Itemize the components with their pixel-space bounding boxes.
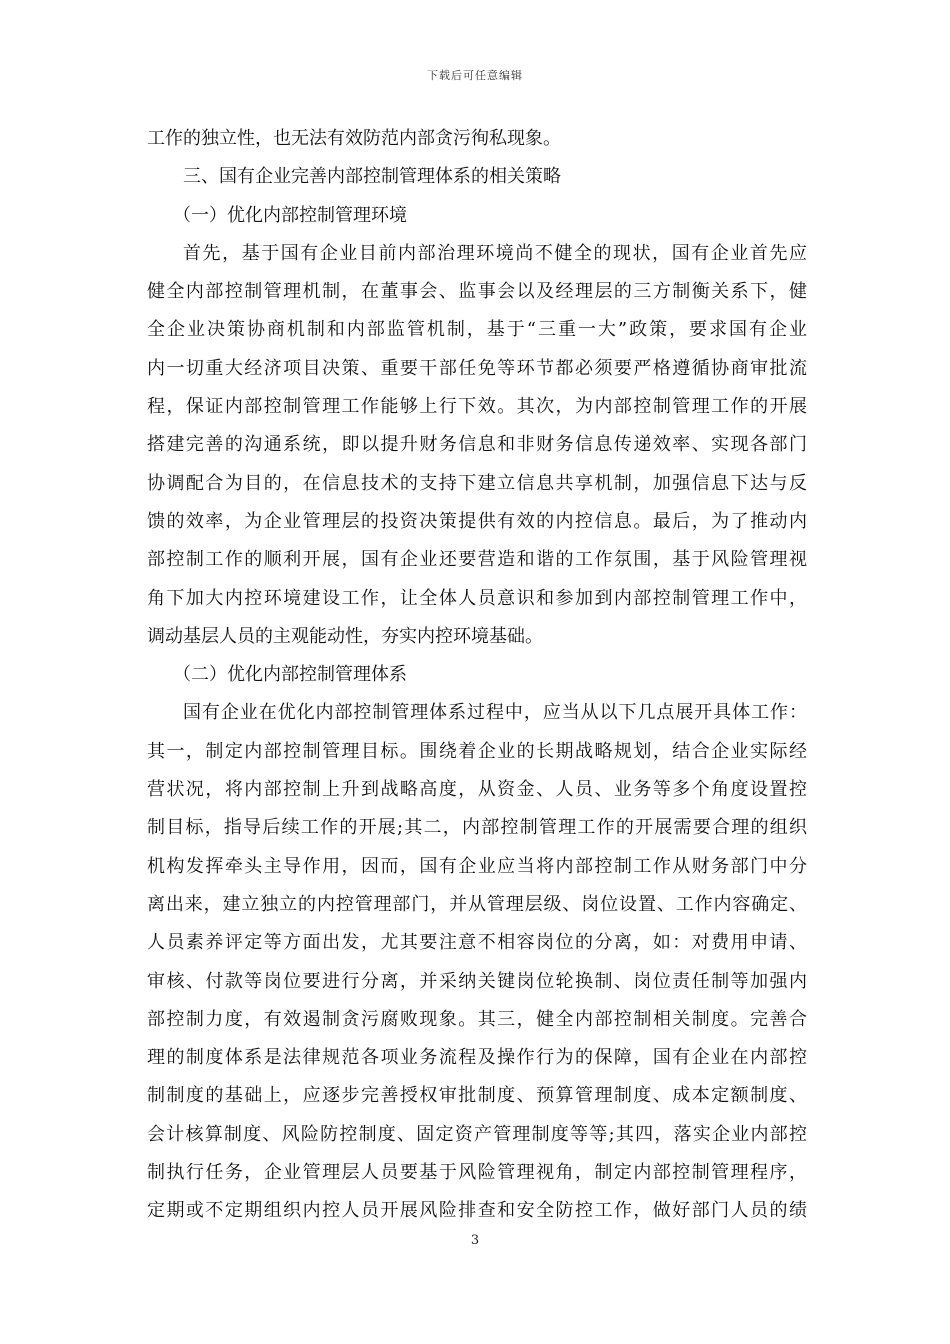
paragraph-line: 馈的效率，为企业管理层的投资决策提供有效的内控信息。最后，为了推动内: [147, 510, 807, 532]
paragraph-line: 工作的独立性，也无法有效防范内部贪污徇私现象。: [147, 128, 561, 149]
paragraph-line: 审核、付款等岗位要进行分离，并采纳关键岗位轮换制、岗位责任制等加强内: [147, 970, 807, 992]
paragraph-line: 全企业决策协商机制和内部监管机制，基于“三重一大”政策，要求国有企业: [147, 319, 807, 341]
paragraph-line: 制制度的基础上，应逐步完善授权审批制度、预算管理制度、成本定额制度、: [147, 1085, 807, 1107]
page-number: 3: [470, 1233, 480, 1248]
subsection-heading: （二）优化内部控制管理体系: [173, 664, 407, 686]
paragraph-line: 理的制度体系是法律规范各项业务流程及操作行为的保障，国有企业在内部控: [147, 1047, 807, 1069]
paragraph-line: 健全内部控制管理机制，在董事会、监事会以及经理层的三方制衡关系下，健: [147, 281, 807, 303]
paragraph-line: 其一，制定内部控制管理目标。围绕着企业的长期战略规划，结合企业实际经: [147, 740, 807, 762]
paragraph-line: 机构发挥牵头主导作用，因而，国有企业应当将内部控制工作从财务部门中分: [147, 855, 807, 877]
paragraph-line: 国有企业在优化内部控制管理体系过程中，应当从以下几点展开具体工作：: [183, 702, 807, 724]
paragraph-line: 首先，基于国有企业目前内部治理环境尚不健全的现状，国有企业首先应: [183, 242, 807, 264]
paragraph-line: 内一切重大经济项目决策、重要干部任免等环节都必须要严格遵循协商审批流: [147, 357, 807, 379]
paragraph-line: 部控制工作的顺利开展，国有企业还要营造和谐的工作氛围，基于风险管理视: [147, 549, 807, 571]
paragraph-line: 制目标，指导后续工作的开展;其二，内部控制管理工作的开展需要合理的组织: [147, 817, 807, 839]
paragraph-line: 搭建完善的沟通系统，即以提升财务信息和非财务信息传递效率、实现各部门: [147, 434, 807, 456]
paragraph-line: 营状况，将内部控制上升到战略高度，从资金、人员、业务等多个角度设置控: [147, 779, 807, 801]
paragraph-line: 协调配合为目的，在信息技术的支持下建立信息共享机制，加强信息下达与反: [147, 472, 807, 494]
document-body: [147, 120, 807, 1231]
paragraph-line: 定期或不定期组织内控人员开展风险排查和安全防控工作，做好部门人员的绩: [147, 1200, 807, 1222]
paragraph-line: 部控制力度，有效遏制贪污腐败现象。其三，健全内部控制相关制度。完善合: [147, 1008, 807, 1030]
paragraph-line: 调动基层人员的主观能动性，夯实内控环境基础。: [147, 625, 543, 647]
subsection-heading: （一）优化内部控制管理环境: [173, 204, 407, 226]
paragraph-line: 角下加大内控环境建设工作，让全体人员意识和参加到内部控制管理工作中，: [147, 587, 807, 609]
paragraph-line: 会计核算制度、风险防控制度、固定资产管理制度等等;其四，落实企业内部控: [147, 1123, 807, 1145]
page-header: 下载后可任意编辑: [427, 69, 523, 82]
paragraph-line: 制执行任务，企业管理层人员要基于风险管理视角，制定内部控制管理程序，: [147, 1162, 807, 1184]
paragraph-line: 程，保证内部控制管理工作能够上行下效。其次，为内部控制管理工作的开展: [147, 396, 807, 418]
paragraph-line: 人员素养评定等方面出发，尤其要注意不相容岗位的分离，如：对费用申请、: [147, 932, 807, 954]
section-heading: 三、国有企业完善内部控制管理体系的相关策略: [183, 166, 561, 188]
paragraph-line: 离出来，建立独立的内控管理部门，并从管理层级、岗位设置、工作内容确定、: [147, 893, 807, 915]
